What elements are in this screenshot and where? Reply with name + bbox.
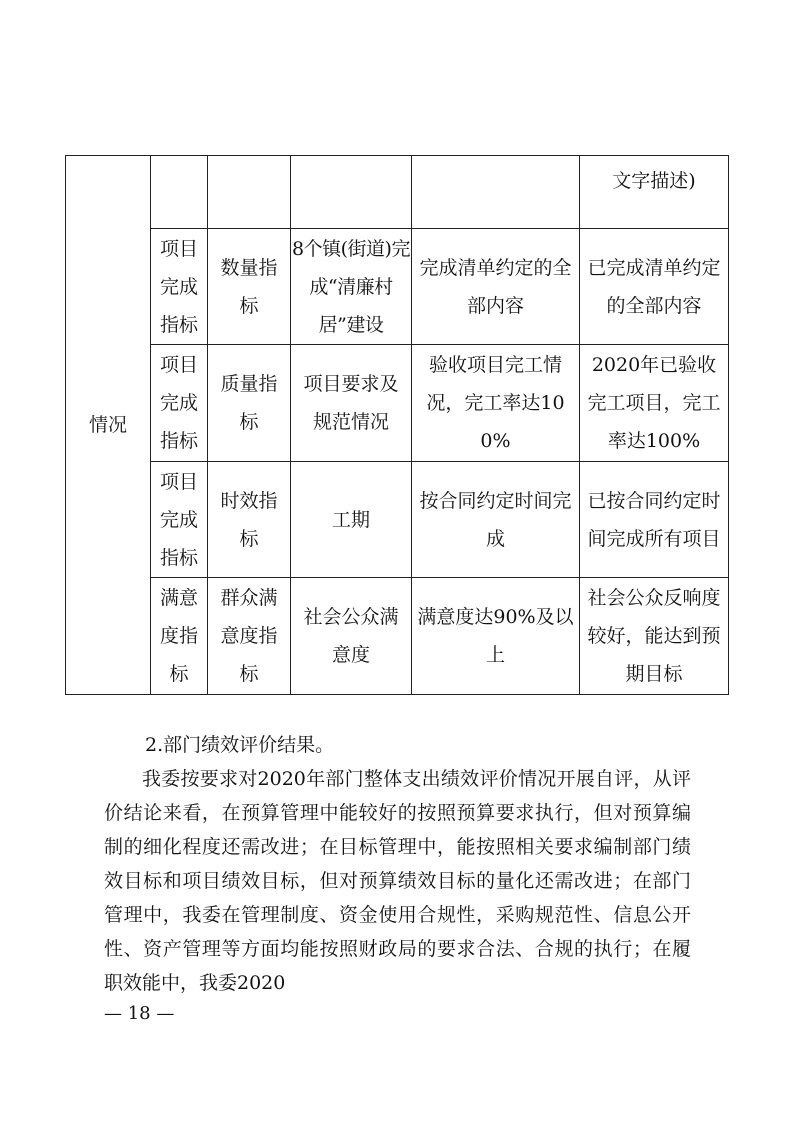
section-heading: 2.部门绩效评价结果。 xyxy=(145,734,335,756)
table-cell: 已按合同约定时间完成所有项目 xyxy=(580,462,729,578)
table-cell: 项目完成指标 xyxy=(151,462,208,578)
table-cell: 满意度达90%及以上 xyxy=(412,578,580,695)
table-cell: 8个镇(街道)完成“清廉村居”建设 xyxy=(291,229,412,345)
table-cell xyxy=(208,156,291,229)
table-cell xyxy=(151,156,208,229)
section-label-cell: 情况 xyxy=(66,156,151,695)
table-cell: 文字描述) xyxy=(580,156,729,229)
table-row xyxy=(66,229,729,345)
table-cell: 按合同约定时间完成 xyxy=(412,462,580,578)
table-cell: 验收项目完工情况，完工率达100% xyxy=(412,345,580,462)
table-cell: 社会公众满意度 xyxy=(291,578,412,695)
table-cell: 工期 xyxy=(291,462,412,578)
table-cell: 数量指标 xyxy=(208,229,291,345)
table-row xyxy=(66,462,729,578)
table-cell: 完成清单约定的全部内容 xyxy=(412,229,580,345)
table-row xyxy=(66,578,729,695)
table-cell: 已完成清单约定的全部内容 xyxy=(580,229,729,345)
table-row xyxy=(66,156,729,229)
table-cell xyxy=(291,156,412,229)
table-cell: 时效指标 xyxy=(208,462,291,578)
table-cell: 群众满意度指标 xyxy=(208,578,291,695)
page-number: — 18 — xyxy=(104,1003,175,1024)
table-cell: 项目要求及规范情况 xyxy=(291,345,412,462)
table-cell: 2020年已验收完工项目，完工率达100% xyxy=(580,345,729,462)
table-cell: 社会公众反响度较好，能达到预期目标 xyxy=(580,578,729,695)
body-paragraph: 我委按要求对2020年部门整体支出绩效评价情况开展自评，从评价结论来看，在预算管理中能较好的按照预算要求执行，但对预算编制的细化程度还需改进；在目标管理中，能按照相关要求编制部门绩效目标和项目绩效目标，但对预算绩效目标的量化还需改进；在部门管理中，我委在管理制度、资金使用合规性，采购规范性、信息公开性、资产管理等方面均能按照财政局的要求合法、合规的执行；在履职效能中，我委2020 xyxy=(104,768,691,994)
performance-table xyxy=(65,155,729,695)
table-cell: 质量指标 xyxy=(208,345,291,462)
table-row xyxy=(66,345,729,462)
table-cell xyxy=(412,156,580,229)
table-cell: 项目完成指标 xyxy=(151,229,208,345)
table-cell: 项目完成指标 xyxy=(151,345,208,462)
table-cell: 满意度指标 xyxy=(151,578,208,695)
